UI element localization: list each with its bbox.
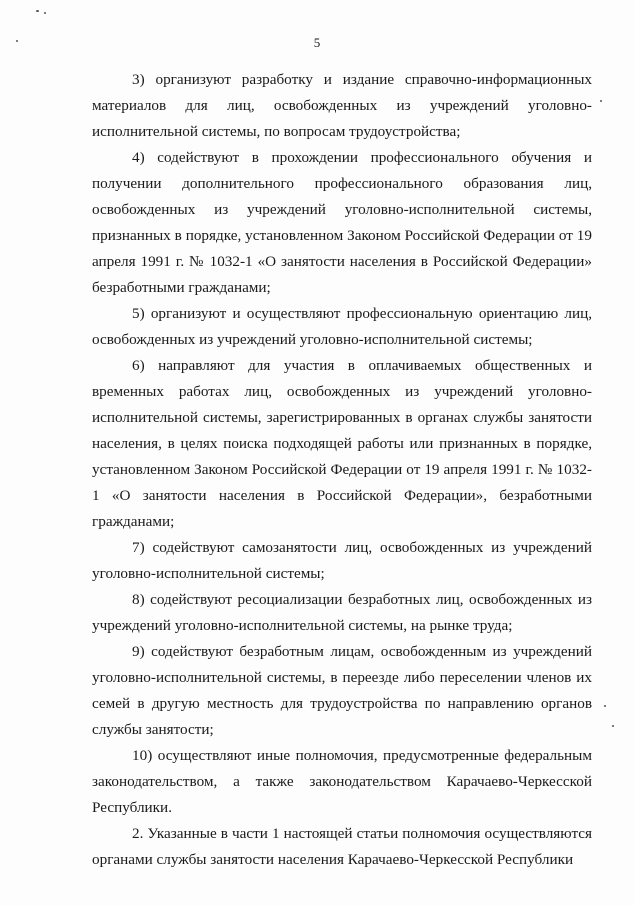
paragraph-item-9: 9) содействуют безработным лицам, освобожденным из учреждений уголовно-исполнительной системы, в переезде либо переселении членов их семей в другую местность для трудоустройства по направлению органов службы занятости;: [92, 643, 592, 738]
scan-speck: [600, 100, 602, 102]
paragraph-item-6: 6) направляют для участия в оплачиваемых общественных и временных работах лиц, освобожденных из учреждений уголовно-исполнительной системы, зарегистрированных в органах службы занятости населения, в целях поиска подходящей работы или признанных в порядке, установленном Законом Российской Федерации от 19 апреля 1991 г. № 1032-1 «О занятости населения в Российской Федерации», безработными гражданами;: [92, 357, 592, 530]
paragraph-item-5: 5) организуют и осуществляют профессиональную ориентацию лиц, освобожденных из учреждений уголовно-исполнительной системы;: [92, 305, 592, 348]
scan-speck: [36, 10, 39, 12]
paragraph-item-10: 10) осуществляют иные полномочия, предусмотренные федеральным законодательством, а также законодательством Карачаево-Черкесской Республики.: [92, 747, 592, 816]
document-body: [92, 67, 592, 873]
scan-speck: [44, 12, 46, 14]
scan-speck: [612, 725, 614, 727]
paragraph-item-4: 4) содействуют в прохождении профессионального обучения и получении дополнительного профессионального образования лиц, освобожденных из учреждений уголовно-исполнительной системы, признанных в порядке, установленном Законом Российской Федерации от 19 апреля 1991 г. № 1032-1 «О занятости населения в Российской Федерации» безработными гражданами;: [92, 149, 592, 296]
scan-speck: [16, 40, 18, 42]
paragraph-item-8: 8) содействуют ресоциализации безработных лиц, освобожденных из учреждений уголовно-исполнительной системы, на рынке труда;: [92, 591, 592, 634]
paragraph-item-3: 3) организуют разработку и издание справочно-информационных материалов для лиц, освобожденных из учреждений уголовно-исполнительной системы, по вопросам трудоустройства;: [92, 71, 592, 140]
paragraph-part-2: 2. Указанные в части 1 настоящей статьи полномочия осуществляются органами службы занятости населения Карачаево-Черкесской Республики: [92, 825, 592, 868]
page-number: 5: [313, 35, 321, 50]
paragraph-item-7: 7) содействуют самозанятости лиц, освобожденных из учреждений уголовно-исполнительной системы;: [92, 539, 592, 582]
scan-speck: [604, 705, 606, 707]
